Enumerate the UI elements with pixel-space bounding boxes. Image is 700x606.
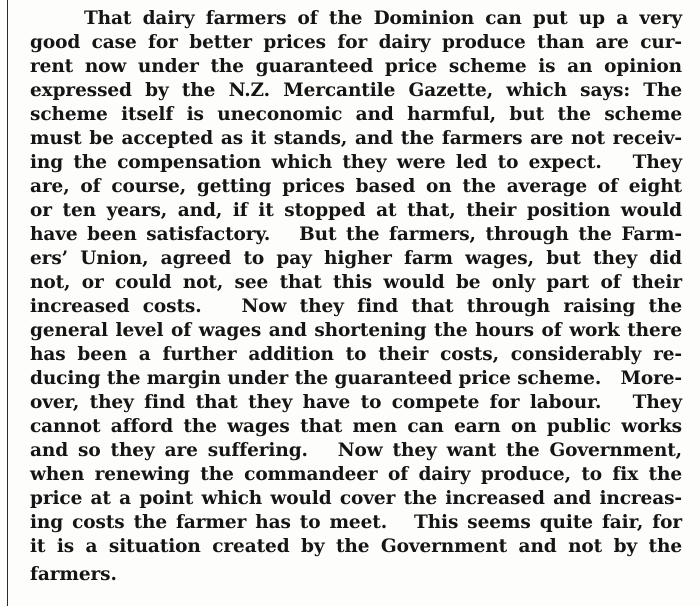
text-line: ers’ Union, agreed to pay higher farm wages, but they did <box>30 248 682 269</box>
newspaper-clipping <box>30 0 682 606</box>
text-line: rent now under the guaranteed price scheme is an opinion <box>30 56 682 77</box>
text-line: it is a situation created by the Government and not by the <box>30 536 682 557</box>
text-line: not, or could not, see that this would be only part of their <box>30 272 682 293</box>
text-line: ing costs the farmer has to meet. This seems quite fair, for <box>30 512 682 533</box>
text-line: have been satisfactory. But the farmers, through the Farm- <box>30 224 682 245</box>
text-line: expressed by the N.Z. Mercantile Gazette, which says: The <box>30 80 682 101</box>
text-line: cannot afford the wages that men can earn on public works <box>30 416 682 437</box>
text-line: over, they find that they have to compete for labour. They <box>30 392 682 413</box>
text-line: when renewing the commandeer of dairy produce, to fix the <box>30 464 682 485</box>
text-line: ing the compensation which they were led to expect. They <box>30 152 682 173</box>
text-line: must be accepted as it stands, and the farmers are not receiv- <box>30 128 682 149</box>
text-line: has been a further addition to their costs, considerably re- <box>30 344 682 365</box>
text-line: scheme itself is uneconomic and harmful, but the scheme <box>30 104 682 125</box>
text-line: or ten years, and, if it stopped at that, their position would <box>30 200 682 221</box>
text-line: and so they are suffering. Now they want the Government, <box>30 440 682 461</box>
text-line: That dairy farmers of the Dominion can put up a very <box>84 8 682 29</box>
text-line: general level of wages and shortening the hours of work there <box>30 320 682 341</box>
text-line: ducing the margin under the guaranteed price scheme. More- <box>30 368 682 389</box>
column-rule <box>7 0 8 606</box>
text-line: are, of course, getting prices based on the average of eight <box>30 176 682 197</box>
text-line-last: farmers. <box>30 564 117 585</box>
text-line: price at a point which would cover the increased and increas- <box>30 488 682 509</box>
text-line: good case for better prices for dairy produce than are cur- <box>30 32 682 53</box>
text-line: increased costs. Now they find that through raising the <box>30 296 682 317</box>
